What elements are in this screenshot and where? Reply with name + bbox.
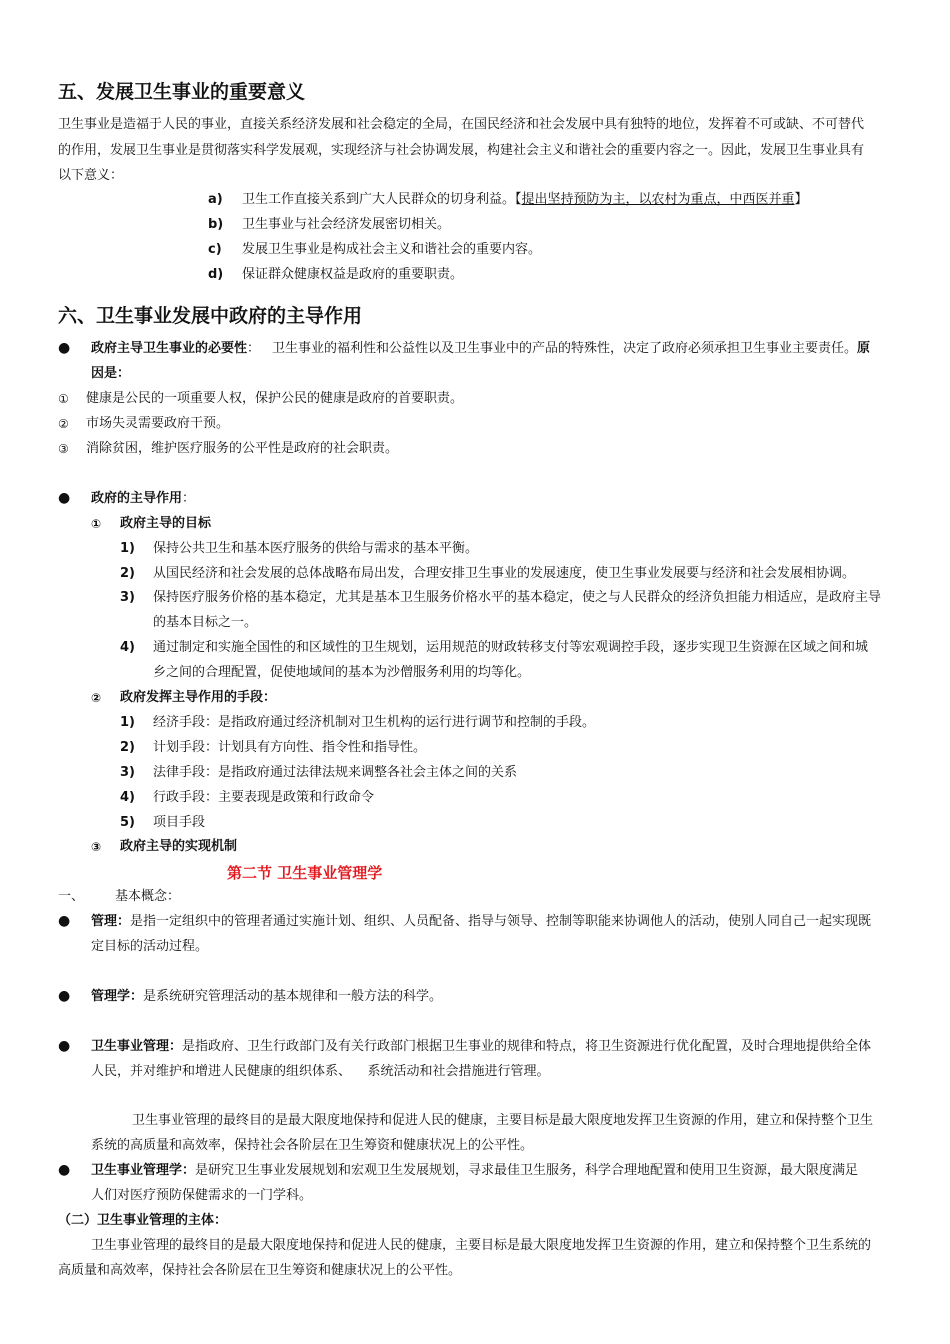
s5-item-c-mark: c) — [208, 242, 222, 257]
means-3-mark: 3) — [120, 765, 135, 780]
means-5-mark: 5) — [120, 815, 135, 830]
mechanism-title: 政府主导的实现机制 — [120, 839, 238, 854]
reason-1-mark: ① — [58, 392, 69, 406]
goal-1: 保持公共卫生和基本医疗服务的供给与需求的基本平衡。 — [153, 541, 479, 556]
means-2-mark: 2) — [120, 740, 135, 755]
health-management-line-2: 人民，并对维护和增进人民健康的组织体系、 系统活动和社会措施进行管理。 — [91, 1064, 550, 1079]
s5-item-a-mark: a) — [208, 192, 223, 207]
goal-3-mark: 3) — [120, 590, 135, 605]
management-science-label: 管理学： — [91, 989, 144, 1004]
health-management-text: 是指政府、卫生行政部门及有关行政部门根据卫生事业的规律和特点，将卫生资源进行优化配置，及时合理地提供给全体 — [182, 1039, 872, 1054]
goal-3-line-1: 保持医疗服务价格的基本稳定，尤其是基本卫生服务价格水平的基本稳定，使之与人民群众的经济负担能力相适应，是政府主导 — [153, 590, 882, 605]
reason-3-mark: ③ — [58, 442, 69, 456]
management-text: 是指一定组织中的管理者通过实施计划、组织、人员配备、指导与领导、控制等职能来协调他人的活动，使别人同自己一起实现既 — [130, 914, 872, 929]
s5-item-a-note: 提出坚持预防为主，以农村为重点，中西医并重 — [521, 192, 795, 207]
bullet-icon: ● — [58, 340, 71, 356]
reason-3: 消除贫困，维护医疗服务的公平性是政府的社会职责。 — [86, 441, 399, 456]
bullet-icon: ● — [58, 1038, 71, 1054]
means-4-mark: 4) — [120, 790, 135, 805]
subject-paragraph-line-2: 高质量和高效率，保持社会各阶层在卫生筹资和健康状况上的公平性。 — [58, 1263, 462, 1278]
means-1-mark: 1) — [120, 715, 135, 730]
necessity-line-2: 因是： — [91, 366, 131, 381]
necessity-label: 政府主导卫生事业的必要性 — [91, 341, 248, 356]
management-label: 管理： — [91, 914, 131, 929]
s5-item-a-text: 卫生工作直接关系到广大人民群众的切身利益。【 — [242, 192, 522, 207]
section-2-title: 第二节 卫生事业管理学 — [227, 864, 383, 882]
health-management-label: 卫生事业管理： — [91, 1039, 183, 1054]
s5-paragraph-line-1: 卫生事业是造福于人民的事业，直接关系经济发展和社会稳定的全局，在国民经济和社会发展中具有独特的地位，发挥着不可或缺、不可替代 — [58, 117, 865, 132]
goal-paragraph-line-2: 系统的高质量和高效率，保持社会各阶层在卫生筹资和健康状况上的公平性。 — [91, 1138, 534, 1153]
reason-1: 健康是公民的一项重要人权，保护公民的健康是政府的首要职责。 — [86, 391, 464, 406]
role-colon: ： — [182, 491, 196, 506]
s5-item-d-mark: d) — [208, 267, 224, 282]
health-management-science-line-2: 人们对医疗预防保健需求的一门学科。 — [91, 1188, 313, 1203]
health-management-line-1 — [91, 1039, 871, 1055]
bullet-icon: ● — [58, 490, 71, 506]
health-management-science-text: 是研究卫生事业发展规划和宏观卫生发展规划，寻求最佳卫生服务，科学合理地配置和使用卫生资源，最大限度满足 — [195, 1163, 859, 1178]
subject-title: （二）卫生事业管理的主体： — [58, 1213, 228, 1228]
s5-item-b: 卫生事业与社会经济发展密切相关。 — [242, 217, 451, 232]
goal-paragraph-line-1: 卫生事业管理的最终目的是最大限度地保持和促进人民的健康，主要目标是最大限度地发挥卫生资源的作用，建立和保持整个卫生 — [132, 1113, 874, 1128]
goal-2: 从国民经济和社会发展的总体战略布局出发，合理安排卫生事业的发展速度，使卫生事业发展要与经济和社会发展相协调。 — [153, 566, 856, 581]
management-science-text: 是系统研究管理活动的基本规律和一般方法的科学。 — [143, 989, 443, 1004]
s5-paragraph-line-3: 以下意义： — [58, 168, 124, 183]
reason-2: 市场失灵需要政府干预。 — [86, 416, 230, 431]
goal-mark: ① — [91, 517, 102, 531]
necessity-bold-1: 原 — [857, 341, 871, 356]
means-4: 行政手段：主要表现是政策和行政命令 — [153, 790, 375, 805]
section-6-heading: 六、卫生事业发展中政府的主导作用 — [58, 305, 363, 327]
means-3: 法律手段：是指政府通过法律法规来调整各社会主体之间的关系 — [153, 765, 518, 780]
means-mark: ② — [91, 691, 102, 705]
role-label: 政府的主导作用 — [91, 491, 183, 506]
goal-4-mark: 4) — [120, 640, 135, 655]
s5-item-a — [242, 192, 808, 208]
necessity-colon: ： — [247, 341, 261, 356]
management-line-2: 定目标的活动过程。 — [91, 939, 209, 954]
necessity-line-1 — [91, 341, 870, 357]
health-management-science-label: 卫生事业管理学： — [91, 1163, 196, 1178]
goal-1-mark: 1) — [120, 541, 135, 556]
bullet-icon: ● — [58, 913, 71, 929]
s5-item-a-close: 】 — [794, 192, 808, 207]
reason-2-mark: ② — [58, 417, 69, 431]
goal-title: 政府主导的目标 — [120, 516, 212, 531]
means-2: 计划手段：计划具有方向性、指令性和指导性。 — [153, 740, 427, 755]
management-science-line — [91, 989, 442, 1005]
goal-4-line-1: 通过制定和实施全国性的和区域性的卫生规划，运用规范的财政转移支付等宏观调控手段，逐步实现卫生资源在区域之间和城 — [153, 640, 869, 655]
means-1: 经济手段：是指政府通过经济机制对卫生机构的运行进行调节和控制的手段。 — [153, 715, 596, 730]
health-management-science-line-1 — [91, 1163, 858, 1179]
concept-label: 基本概念： — [115, 889, 181, 904]
means-5: 项目手段 — [153, 815, 206, 830]
s5-item-c: 发展卫生事业是构成社会主义和谐社会的重要内容。 — [242, 242, 542, 257]
section-5-heading: 五、发展卫生事业的重要意义 — [58, 81, 306, 103]
subject-paragraph-line-1: 卫生事业管理的最终目的是最大限度地保持和促进人民的健康，主要目标是最大限度地发挥卫生资源的作用，建立和保持整个卫生系统的 — [91, 1238, 872, 1253]
goal-4-line-2: 乡之间的合理配置，促使地域间的基本为沙僧服务利用的均等化。 — [153, 665, 531, 680]
management-line-1 — [91, 914, 871, 930]
concept-mark: 一、 — [58, 889, 85, 904]
goal-3-line-2: 的基本目标之一。 — [153, 615, 258, 630]
mechanism-mark: ③ — [91, 840, 102, 854]
s5-item-b-mark: b) — [208, 217, 224, 232]
bullet-icon: ● — [58, 1162, 71, 1178]
necessity-text: 卫生事业的福利性和公益性以及卫生事业中的产品的特殊性，决定了政府必须承担卫生事业主要责任。 — [272, 341, 858, 356]
s5-item-d: 保证群众健康权益是政府的重要职责。 — [242, 267, 464, 282]
s5-paragraph-line-2: 的作用，发展卫生事业是贯彻落实科学发展观，实现经济与社会协调发展，构建社会主义和谐社会的重要内容之一。因此，发展卫生事业具有 — [58, 143, 865, 158]
goal-2-mark: 2) — [120, 566, 135, 581]
means-title: 政府发挥主导作用的手段： — [120, 690, 277, 705]
bullet-icon: ● — [58, 988, 71, 1004]
role-heading — [91, 491, 195, 507]
